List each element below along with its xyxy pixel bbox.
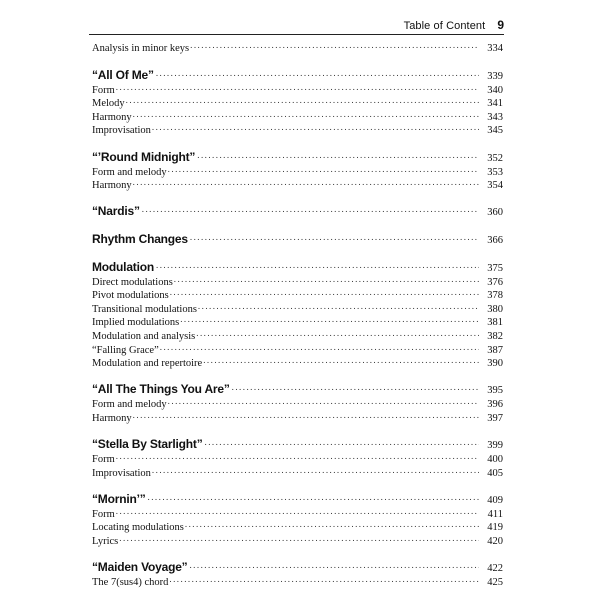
toc-entry: [92, 343, 503, 357]
section-spacer: [92, 424, 503, 437]
toc-entry-page: 420: [487, 536, 503, 548]
section-title: “Maiden Voyage”: [92, 560, 188, 575]
dot-leader: [160, 343, 479, 353]
toc-entry-label: Form: [92, 508, 115, 520]
section-page: 360: [487, 207, 503, 219]
section-title: “Nardis”: [92, 204, 140, 219]
toc-section: [92, 560, 503, 589]
toc-section-heading: [92, 260, 503, 275]
toc-section-heading: [92, 232, 503, 247]
running-head-title: Table of Content: [403, 20, 486, 32]
toc-sections: [92, 55, 503, 589]
section-spacer: [92, 479, 503, 492]
toc-entry-page: 353: [487, 166, 503, 178]
toc-entry-label: Transitional modulations: [92, 303, 197, 315]
toc-entry: [92, 302, 503, 316]
section-title: “All The Things You Are”: [92, 382, 230, 397]
dot-leader: [168, 165, 479, 175]
toc-entry-label: Direct modulations: [92, 276, 173, 288]
section-spacer: [92, 247, 503, 260]
dot-leader: [196, 329, 479, 339]
toc-section-heading: [92, 150, 503, 165]
section-page: 399: [487, 440, 503, 452]
dot-leader: [232, 382, 479, 393]
dot-leader: [152, 466, 479, 476]
toc-entry: [92, 165, 503, 179]
section-title: Rhythm Changes: [92, 231, 188, 246]
header-rule: [89, 34, 504, 35]
section-spacer: [92, 548, 503, 561]
toc-entry-label: Melody: [92, 98, 125, 110]
toc-entry-label: Lyrics: [92, 536, 119, 548]
toc-entry-label: Pivot modulations: [92, 290, 169, 302]
section-spacer: [92, 370, 503, 383]
toc-entry-label: Modulation and repertoire: [92, 358, 203, 370]
toc-section-heading: [92, 560, 503, 575]
toc-entry: [92, 288, 503, 302]
dot-leader: [133, 110, 479, 120]
toc-entry-label: Implied modulations: [92, 317, 180, 329]
section-title: “Stella By Starlight”: [92, 437, 203, 452]
toc-entry: [92, 123, 503, 137]
toc-entry-page: 381: [487, 317, 503, 329]
section-title: Modulation: [92, 259, 154, 274]
toc-section: [92, 68, 503, 137]
dot-leader: [142, 204, 479, 215]
dot-leader: [156, 68, 479, 79]
toc-entry-label: Modulation and analysis: [92, 330, 196, 342]
toc-entry: [92, 466, 503, 480]
dot-leader: [198, 302, 479, 312]
dot-leader: [168, 397, 479, 407]
toc-entry-page: 341: [487, 98, 503, 110]
toc-entry-label: Locating modulations: [92, 522, 184, 534]
toc-section: [92, 492, 503, 548]
table-of-contents: [92, 41, 503, 589]
page-number: 9: [497, 18, 504, 32]
toc-entry-page: 405: [487, 467, 503, 479]
toc-entry-page: 343: [487, 111, 503, 123]
toc-entry-page: 376: [487, 276, 503, 288]
section-page: 422: [487, 563, 503, 575]
toc-entry-page: 382: [487, 330, 503, 342]
dot-leader: [185, 520, 479, 530]
toc-section-heading: [92, 204, 503, 219]
toc-section-heading: [92, 382, 503, 397]
toc-section: [92, 260, 503, 370]
toc-entry-label: Harmony: [92, 111, 132, 123]
toc-entry-label: Form: [92, 454, 115, 466]
toc-section-heading: [92, 437, 503, 452]
dot-leader: [156, 260, 479, 271]
toc-entry-page: 380: [487, 303, 503, 315]
section-page: 395: [487, 385, 503, 397]
section-page: 375: [487, 262, 503, 274]
dot-leader: [133, 178, 479, 188]
section-page: 352: [487, 152, 503, 164]
toc-entry-page: 354: [487, 180, 503, 192]
dot-leader: [189, 560, 479, 571]
section-spacer: [92, 219, 503, 232]
dot-leader: [190, 41, 479, 51]
dot-leader: [116, 507, 479, 517]
toc-entry-label: Analysis in minor keys: [92, 43, 190, 54]
dot-leader: [170, 288, 479, 298]
toc-entry: [92, 178, 503, 192]
toc-entry-page: 425: [487, 577, 503, 589]
section-title: “’Round Midnight”: [92, 149, 196, 164]
toc-entry: [92, 329, 503, 343]
toc-entry-label: Improvisation: [92, 467, 151, 479]
toc-section: [92, 437, 503, 479]
section-spacer: [92, 55, 503, 68]
dot-leader: [174, 275, 479, 285]
toc-section: [92, 204, 503, 219]
dot-leader: [169, 575, 479, 585]
toc-entry-label: Form and melody: [92, 399, 167, 411]
dot-leader: [116, 83, 479, 93]
toc-entry-page: 419: [487, 522, 503, 534]
section-spacer: [92, 137, 503, 150]
dot-leader: [133, 411, 479, 421]
toc-entry-label: Improvisation: [92, 125, 151, 137]
toc-section-heading: [92, 492, 503, 507]
toc-entry-page: 400: [487, 454, 503, 466]
toc-entry-intro: [92, 41, 503, 55]
toc-entry: [92, 275, 503, 289]
toc-entry-page: 345: [487, 125, 503, 137]
toc-entry: [92, 520, 503, 534]
dot-leader: [180, 315, 479, 325]
section-page: 409: [487, 494, 503, 506]
toc-section: [92, 232, 503, 247]
toc-entry: [92, 397, 503, 411]
section-page: 366: [487, 234, 503, 246]
toc-section-heading: [92, 68, 503, 83]
toc-entry: [92, 110, 503, 124]
toc-entry: [92, 96, 503, 110]
dot-leader: [190, 232, 479, 243]
toc-entry-page: 396: [487, 399, 503, 411]
toc-entry-label: “Falling Grace”: [92, 344, 159, 356]
toc-section: [92, 382, 503, 424]
toc-entry-page: 334: [487, 43, 503, 54]
toc-entry-label: Form: [92, 84, 115, 96]
toc-entry: [92, 315, 503, 329]
dot-leader: [116, 452, 479, 462]
toc-entry-page: 411: [487, 508, 503, 520]
toc-entry-label: The 7(sus4) chord: [92, 577, 169, 589]
dot-leader: [205, 437, 480, 448]
toc-entry: [92, 575, 503, 589]
dot-leader: [197, 150, 479, 161]
dot-leader: [119, 534, 479, 544]
toc-entry-label: Harmony: [92, 412, 132, 424]
toc-entry-page: 397: [487, 412, 503, 424]
dot-leader: [148, 492, 479, 503]
dot-leader: [126, 96, 479, 106]
section-title: “Mornin’”: [92, 491, 146, 506]
toc-entry-page: 378: [487, 290, 503, 302]
toc-entry-page: 390: [487, 358, 503, 370]
toc-entry-label: Form and melody: [92, 166, 167, 178]
toc-entry-label: Harmony: [92, 180, 132, 192]
toc-entry: [92, 534, 503, 548]
toc-section: [92, 150, 503, 192]
section-spacer: [92, 192, 503, 205]
toc-entry: [92, 411, 503, 425]
section-page: 339: [487, 70, 503, 82]
dot-leader: [203, 356, 479, 366]
running-head: [90, 18, 504, 32]
dot-leader: [152, 123, 479, 133]
toc-entry: [92, 83, 503, 97]
toc-entry-page: 387: [487, 344, 503, 356]
toc-entry-page: 340: [487, 84, 503, 96]
toc-entry: [92, 452, 503, 466]
toc-entry: [92, 356, 503, 370]
section-title: “All Of Me”: [92, 67, 154, 82]
toc-entry: [92, 507, 503, 521]
